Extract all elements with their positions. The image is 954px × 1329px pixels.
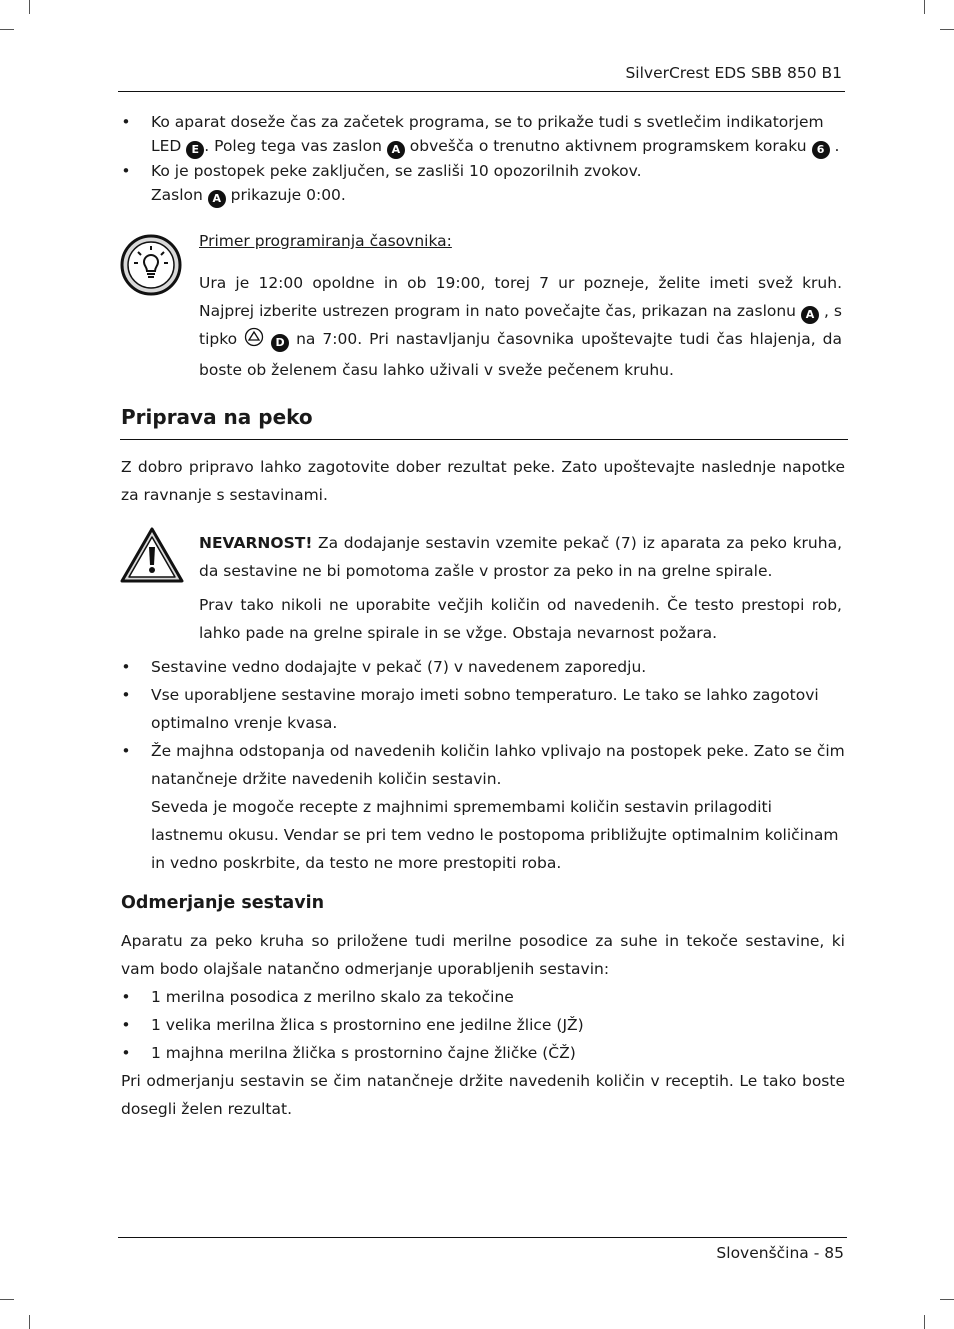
bullet-icon: •: [121, 1016, 131, 1034]
badge-d-icon: D: [271, 334, 289, 352]
list-item: • 1 majhna merilna žlička s prostornino čajne žličke (ČŽ): [121, 1039, 845, 1067]
warning-para-1: NEVARNOST! Za dodajanje sestavin vzemite pekač (7) iz aparata za peko kruha, da sestavine ne bi pomotoma zašle v prostor za peko in na grelne spirale.: [199, 534, 842, 580]
list-item: • Ko je postopek peke zaključen, se zasliši 10 opozorilnih zvokov. Zaslon A prikazuje 0:00.: [121, 159, 845, 208]
badge-e-icon: E: [186, 141, 204, 159]
crop-mark: [29, 0, 30, 14]
page-number: 85: [824, 1244, 844, 1262]
crop-mark: [924, 1315, 925, 1329]
section-intro: Z dobro pripravo lahko zagotovite dober rezultat peke. Zato upoštevajte naslednje napotke za ravnanje s sestavinami.: [121, 458, 845, 504]
footer-language: Slovenščina: [716, 1244, 809, 1262]
crop-mark: [940, 1299, 954, 1300]
list-item: • Ko aparat doseže čas za začetek programa, se to prikaže tudi s svetlečim indikatorjem LED E . Poleg tega vas zaslon A obvešča o trenutno aktivnem programskem koraku 6 .: [121, 110, 845, 159]
bullet-icon: •: [121, 113, 131, 131]
header-title: SilverCrest EDS SBB 850 B1: [625, 64, 842, 82]
list-item: • 1 merilna posodica z merilno skalo za tekočine: [121, 983, 845, 1011]
subsection-title: Odmerjanje sestavin: [121, 893, 325, 913]
crop-mark: [0, 29, 14, 30]
warning-triangle-icon: [120, 527, 184, 587]
list-item: • Sestavine vedno dodajajte v pekač (7) v navedenem zaporedju.: [121, 653, 845, 681]
prep-bullets: [121, 653, 845, 877]
footer-rule: [118, 1237, 847, 1238]
lightbulb-icon: [120, 234, 182, 300]
bullet-icon: •: [121, 742, 131, 760]
bullet-icon: •: [121, 988, 131, 1006]
subsection-outro: Pri odmerjanju sestavin se čim natančneje držite navedenih količin v receptih. Le tako boste dosegli želen rezultat.: [121, 1072, 845, 1118]
badge-6-icon: 6: [812, 141, 830, 159]
warning-text: [199, 529, 842, 647]
bullet-icon: •: [121, 1044, 131, 1062]
crop-mark: [29, 1315, 30, 1329]
section-title: Priprava na peko: [121, 405, 313, 429]
subsection-body: [121, 927, 845, 1123]
crop-mark: [940, 29, 954, 30]
subsection-intro: Aparatu za peko kruha so priložene tudi merilne posodice za suhe in tekoče sestavine, ki vam bodo olajšale natančno odmerjanje uporabljenih sestavin:: [121, 932, 845, 978]
bullet-icon: •: [121, 658, 131, 676]
tip-text: [199, 229, 842, 384]
badge-a-icon: A: [387, 141, 405, 159]
list-item: • Vse uporabljene sestavine morajo imeti sobno temperaturo. Le tako se lahko zagotovi optimalno vrenje kvasa.: [121, 681, 845, 737]
header-rule: [118, 91, 845, 92]
tip-heading: Primer programiranja časovnika:: [199, 232, 452, 250]
warning-label: NEVARNOST!: [199, 534, 313, 552]
tip-body: Ura je 12:00 opoldne in ob 19:00, torej 7 ur pozneje, želite imeti svež kruh. Najprej izberite ustrezen program in nato povečajte čas, prikazan na zaslonu A , s tipko D na 7:00. Pri nastavljanju časovnika upoštevajte tudi čas hlajenja, da boste ob želenem času lahko uživali v sveže pečenem kruhu.: [199, 274, 843, 379]
footer: Slovenščina - 85: [716, 1244, 844, 1262]
list-item: • Že majhna odstopanja od navedenih količin lahko vplivajo na postopek peke. Zato se čim natančneje držite navedenih količin sestavin. Seveda je mogoče recepte z majhnimi spremembami količin sestavin prilagoditi lastnemu okusu. Vendar se pri tem vedno le postopoma približujte optimalnim količinam in vedno poskrbite, da testo ne more prestopiti roba.: [121, 737, 845, 877]
crop-mark: [924, 0, 925, 14]
bullet-icon: •: [121, 686, 131, 704]
list-item: • 1 velika merilna žlica s prostornino ene jedilne žlice (JŽ): [121, 1011, 845, 1039]
bullet-icon: •: [121, 162, 131, 180]
crop-mark: [0, 1299, 14, 1300]
warning-para-2: Prav tako nikoli ne uporabite večjih količin od navedenih. Če testo prestopi rob, lahko pade na grelne spirale in se vžge. Obstaja nevarnost požara.: [199, 596, 842, 642]
increase-button-icon: [244, 327, 264, 356]
section-rule: [120, 439, 848, 440]
badge-a-icon: A: [801, 306, 819, 324]
badge-a-icon: A: [208, 190, 226, 208]
top-bullets: [121, 110, 845, 208]
